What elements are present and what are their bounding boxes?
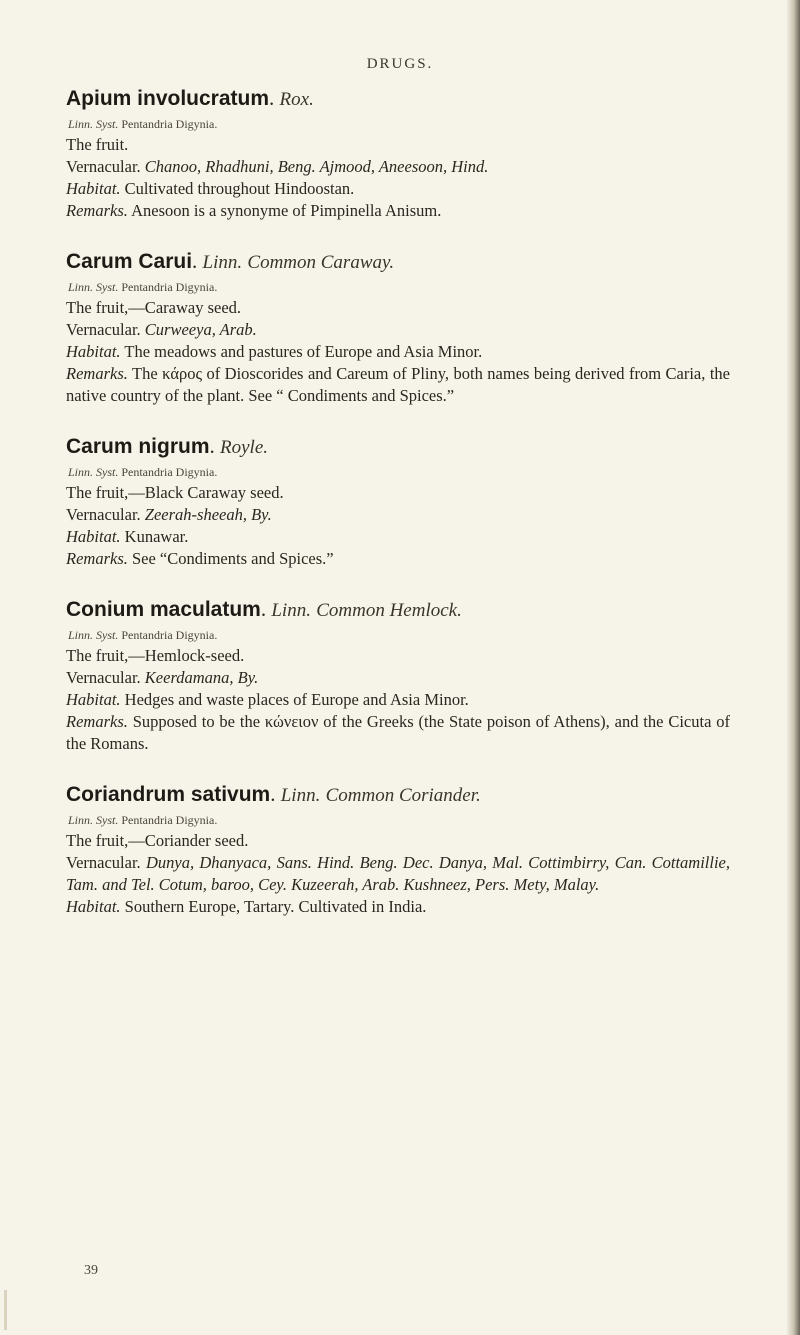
species-name: Conium maculatum xyxy=(66,598,261,621)
linnaean-system: Linn. Syst. Pentandria Digynia. xyxy=(68,628,218,642)
remarks: Remarks. See “Condiments and Spices.” xyxy=(66,549,334,568)
authority: Rox. xyxy=(279,89,314,110)
entry-conium xyxy=(66,595,730,755)
common-name: Common Hemlock. xyxy=(316,600,462,621)
vernacular: Vernacular. Keerdamana, By. xyxy=(66,668,259,687)
linnaean-system: Linn. Syst. Pentandria Digynia. xyxy=(68,280,218,294)
book-spine-shadow xyxy=(786,0,800,1335)
authority: Linn. xyxy=(271,600,311,621)
habitat: Habitat. Kunawar. xyxy=(66,527,189,546)
part-used: The fruit. xyxy=(66,135,129,154)
entry-heading: Carum Carui. Linn. Common Caraway. xyxy=(66,249,395,273)
linnaean-system: Linn. Syst. Pentandria Digynia. xyxy=(68,813,218,827)
part-used: The fruit,—Black Caraway seed. xyxy=(66,483,284,502)
authority: Linn. xyxy=(280,785,321,806)
species-name: Carum Carui xyxy=(66,250,193,273)
vernacular: Vernacular. Curweeya, Arab. xyxy=(66,320,257,339)
habitat: Habitat. The meadows and pastures of Europe and Asia Minor. xyxy=(66,342,483,361)
species-name: Apium involucratum xyxy=(66,87,270,110)
species-name: Carum nigrum xyxy=(66,435,210,458)
margin-mark xyxy=(4,1290,7,1330)
page-number: 39 xyxy=(84,1263,98,1278)
habitat: Habitat. Hedges and waste places of Europe and Asia Minor. xyxy=(66,690,469,709)
entry-carum-carui xyxy=(66,247,730,407)
running-head: DRUGS. xyxy=(366,56,434,72)
linnaean-system: Linn. Syst. Pentandria Digynia. xyxy=(68,117,218,131)
part-used: The fruit,—Hemlock-seed. xyxy=(66,646,245,665)
habitat: Habitat. Southern Europe, Tartary. Cultivated in India. xyxy=(66,897,427,916)
vernacular: Vernacular. Chanoo, Rhadhuni, Beng. Ajmood, Aneesoon, Hind. xyxy=(66,157,489,176)
linnaean-system: Linn. Syst. Pentandria Digynia. xyxy=(68,465,218,479)
entry-heading: Carum nigrum. Royle. xyxy=(66,434,269,458)
habitat: Habitat. Cultivated throughout Hindoostan. xyxy=(66,179,355,198)
species-name: Coriandrum sativum xyxy=(66,783,271,806)
common-name: Common Coriander. xyxy=(325,785,481,806)
remarks: Remarks. Anesoon is a synonyme of Pimpinella Anisum. xyxy=(66,201,442,220)
entry-heading: Coriandrum sativum. Linn. Common Coriander. xyxy=(66,782,481,806)
authority: Royle. xyxy=(220,437,269,458)
authority: Linn. xyxy=(202,252,243,273)
entry-apium xyxy=(66,84,730,222)
entry-coriandrum xyxy=(66,780,730,918)
part-used: The fruit,—Coriander seed. xyxy=(66,831,249,850)
remarks: Remarks. The κάρος of Dioscorides and Careum of Pliny, both names being derived from Caria, the native country of the plant. See “ Condiments and Spices.” xyxy=(66,364,731,405)
vernacular: Vernacular. Dunya, Dhanyaca, Sans. Hind. Beng. Dec. Danya, Mal. Cottimbirry, Can. Cottamillie, Tam. and Tel. Cotum, baroo, Cey. Kuzeerah, Arab. Kushneez, Pers. Mety, Malay. xyxy=(66,853,731,894)
vernacular: Vernacular. Zeerah-sheeah, By. xyxy=(66,505,272,524)
common-name: Common Caraway. xyxy=(247,252,395,273)
entries xyxy=(66,84,730,943)
entry-carum-nigrum xyxy=(66,432,730,570)
entry-heading: Conium maculatum. Linn. Common Hemlock. xyxy=(66,597,462,621)
entry-heading: Apium involucratum. Rox. xyxy=(66,86,314,110)
remarks: Remarks. Supposed to be the κώνειον of the Greeks (the State poison of Athens), and the Cicuta of the Romans. xyxy=(66,712,730,753)
part-used: The fruit,—Caraway seed. xyxy=(66,298,242,317)
